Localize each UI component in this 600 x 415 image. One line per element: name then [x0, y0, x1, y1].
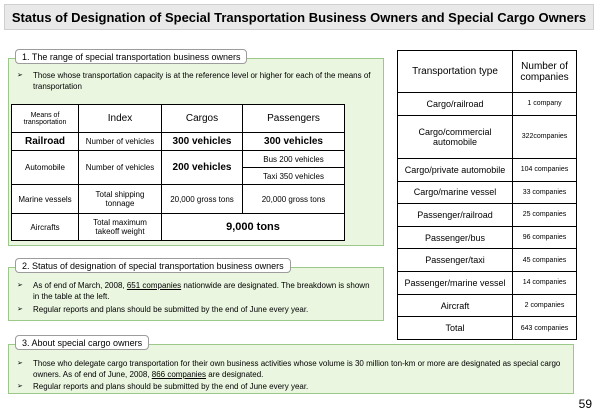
count-cell: 45 companies	[513, 249, 577, 272]
header-transport-type: Transportation type	[398, 51, 513, 93]
type-cell: Passenger/bus	[398, 226, 513, 249]
transport-criteria-table	[11, 104, 345, 241]
table-row	[398, 317, 577, 340]
section3-bullet1	[17, 358, 567, 380]
table-row	[12, 214, 345, 241]
railroad-means: Railroad	[12, 133, 79, 151]
section1-bullet-text: Those whose transportation capacity is at the reference level or higher for each of the means of transportation	[33, 71, 371, 91]
table-row	[12, 133, 345, 151]
aircraft-means: Aircrafts	[12, 214, 79, 241]
automobile-bus: Bus 200 vehicles	[243, 151, 345, 168]
marine-means: Marine vessels	[12, 185, 79, 214]
railroad-index: Number of vehicles	[79, 133, 162, 151]
section3-bullet1-text-b: are designated.	[206, 370, 264, 379]
table-row	[398, 204, 577, 227]
table-row	[398, 181, 577, 204]
count-cell: 322companies	[513, 115, 577, 158]
header-company-count: Number of companies	[513, 51, 577, 93]
bullet-arrow-icon: ➢	[17, 360, 23, 367]
bullet-arrow-icon: ➢	[17, 383, 23, 390]
table-row	[398, 115, 577, 158]
bullet-arrow-icon: ➢	[17, 306, 23, 313]
section2-tab: 2. Status of designation of special transportation business owners	[15, 258, 291, 273]
table-row	[398, 249, 577, 272]
section1-bullet	[17, 70, 372, 92]
railroad-cargos: 300 vehicles	[162, 133, 243, 151]
type-cell: Total	[398, 317, 513, 340]
header-passengers: Passengers	[243, 105, 345, 133]
section3-bullet1-text-a: Those who delegate cargo transportation for their own business activities whose volume is 30 million ton-km or more are designated as special cargo owners. As of end of June, 2008,	[33, 359, 561, 379]
section1-tab: 1. The range of special transportation business owners	[15, 49, 247, 64]
automobile-index: Number of vehicles	[79, 151, 162, 185]
table-row	[398, 272, 577, 295]
type-cell: Passenger/railroad	[398, 204, 513, 227]
automobile-taxi: Taxi 350 vehicles	[243, 168, 345, 185]
header-index: Index	[79, 105, 162, 133]
bullet-arrow-icon: ➢	[17, 72, 23, 79]
section3-bullet2	[17, 381, 567, 392]
count-cell: 33 companies	[513, 181, 577, 204]
section2-bullet1	[17, 280, 372, 302]
aircraft-index: Total maximum takeoff weight	[79, 214, 162, 241]
table-row	[398, 294, 577, 317]
table-row	[12, 185, 345, 214]
companies-651-link[interactable]: 651 companies	[126, 281, 182, 290]
count-cell: 643 companies	[513, 317, 577, 340]
section2-bullet2-text: Regular reports and plans should be submitted by the end of June every year.	[33, 305, 309, 314]
bullet-arrow-icon: ➢	[17, 282, 23, 289]
page-title: Status of Designation of Special Transportation Business Owners and Special Cargo Owners	[4, 4, 594, 30]
type-cell: Cargo/commercial automobile	[398, 115, 513, 158]
count-cell: 1 company	[513, 93, 577, 116]
count-cell: 96 companies	[513, 226, 577, 249]
count-cell: 25 companies	[513, 204, 577, 227]
type-cell: Passenger/taxi	[398, 249, 513, 272]
type-cell: Cargo/railroad	[398, 93, 513, 116]
table-row	[398, 226, 577, 249]
header-cargos: Cargos	[162, 105, 243, 133]
section2-bullet1-text-a: As of end of March, 2008,	[33, 281, 127, 290]
page-number: 59	[578, 397, 592, 411]
header-means: Means of transportation	[12, 105, 79, 133]
section3-tab: 3. About special cargo owners	[15, 335, 149, 350]
marine-cargos: 20,000 gross tons	[162, 185, 243, 214]
type-cell: Cargo/private automobile	[398, 158, 513, 181]
marine-index: Total shipping tonnage	[79, 185, 162, 214]
type-cell: Aircraft	[398, 294, 513, 317]
type-cell: Passenger/marine vessel	[398, 272, 513, 295]
count-cell: 14 companies	[513, 272, 577, 295]
aircraft-value: 9,000 tons	[162, 214, 345, 241]
table-row	[12, 151, 345, 168]
automobile-cargos: 200 vehicles	[162, 151, 243, 185]
section2-bullet2	[17, 304, 372, 315]
railroad-passengers: 300 vehicles	[243, 133, 345, 151]
count-cell: 104 companies	[513, 158, 577, 181]
marine-passengers: 20,000 gross tons	[243, 185, 345, 214]
companies-866-link[interactable]: 866 companies	[151, 370, 207, 379]
section3-bullet2-text: Regular reports and plans should be submitted by the end of June every year.	[33, 382, 309, 391]
company-count-table	[397, 50, 577, 340]
section2-bullet1-text-b: nationwide are designated. The breakdown is shown in the table at the left.	[33, 281, 370, 301]
automobile-means: Automobile	[12, 151, 79, 185]
table-row	[398, 93, 577, 116]
table-row	[398, 158, 577, 181]
count-cell: 2 companies	[513, 294, 577, 317]
type-cell: Cargo/marine vessel	[398, 181, 513, 204]
